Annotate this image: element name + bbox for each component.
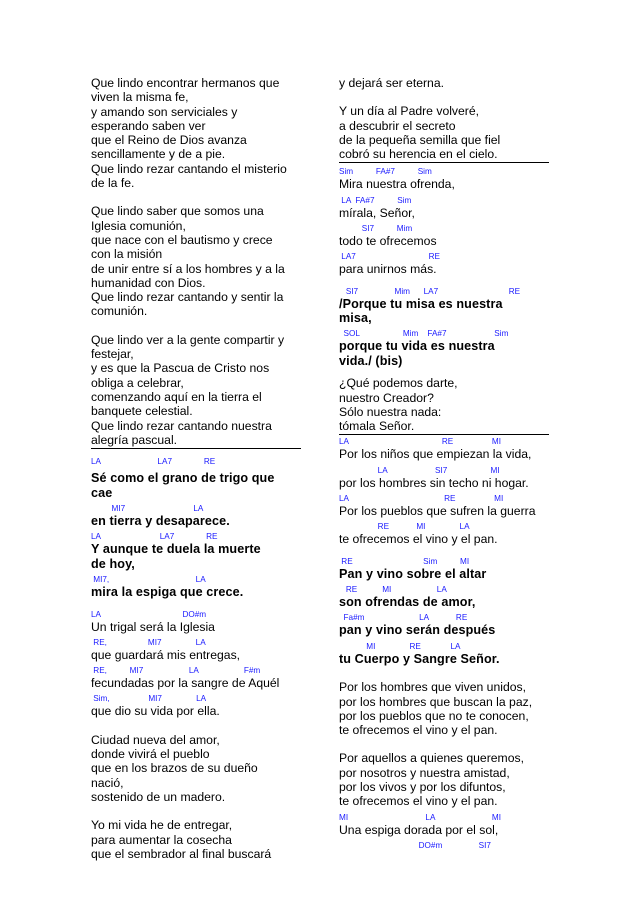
lyric-line: Sólo nuestra nada: (339, 404, 442, 419)
lyric-line: de la pequeña semilla que fiel (339, 132, 501, 147)
lyric-line: todo te ofrecemos (339, 234, 437, 249)
lyric-line: tómala Señor. (339, 419, 415, 434)
left-verse-with-chords (91, 610, 301, 719)
lyric-line: banquete celestial. (91, 404, 193, 419)
right-stanza-1 (339, 76, 549, 90)
chord-line: MI RE LA (339, 641, 461, 651)
chorus-line: Sé como el grano de trigo que (91, 471, 275, 486)
lyric-line: Una espiga dorada por el sol, (339, 822, 499, 837)
left-stanza-4 (91, 733, 301, 804)
chord-line: MI7, LA (91, 575, 206, 585)
lyric-line: a descubrir el secreto (339, 118, 456, 133)
chord-line: LA SI7 MI (339, 465, 500, 475)
left-chorus (91, 457, 301, 599)
lyric-line: nuestro Creador? (339, 390, 434, 405)
left-column (91, 76, 301, 861)
chorus-line: cae (91, 485, 113, 500)
lyric-line: Por los hombres que viven unidos, (339, 680, 526, 695)
lyric-line: esperando saben ver (91, 118, 206, 133)
lyric-line: Que lindo saber que somos una (91, 204, 264, 219)
lyric-line: Que lindo ver a la gente compartir y (91, 332, 285, 347)
chord-line: LA RE MI (339, 494, 504, 504)
lyric-line: fecundadas por la sangre de Aquél (91, 676, 280, 691)
lyric-line: alegría pascual. (91, 432, 178, 447)
lyric-line: ¿Qué podemos darte, (339, 376, 458, 391)
section-divider (339, 162, 549, 163)
lyric-line: por los hombres que buscan la paz, (339, 694, 533, 709)
lyric-line: nació, (91, 775, 124, 790)
chorus-line: de hoy, (91, 556, 135, 571)
lyric-line: por los vivos y por los difuntos, (339, 780, 506, 795)
lyric-line: Que lindo rezar cantando el misterio (91, 161, 287, 176)
lyric-line: comenzando aquí en la tierra el (91, 389, 262, 404)
chord-line: SI7 Mim LA7 RE (339, 286, 521, 296)
lyric-line: y amando son serviciales y (91, 104, 238, 119)
lyric-line: obliga a celebrar, (91, 375, 184, 390)
lyric-line: Por los pueblos que sufren la guerra (339, 504, 536, 519)
right-stanza-4 (339, 680, 549, 737)
right-offertory (339, 167, 549, 276)
chord-line: LA LA7 RE (91, 457, 216, 467)
left-stanza-1 (91, 76, 301, 190)
chorus-line: tu Cuerpo y Sangre Señor. (339, 651, 500, 666)
chord-line: RE, MI7 LA (91, 637, 206, 647)
lyric-line: de unir entre sí a los hombres y a la (91, 261, 285, 276)
lyric-line: Que lindo rezar cantando nuestra (91, 418, 272, 433)
lyric-line: que guardará mis entregas, (91, 647, 241, 662)
lyric-line: festejar, (91, 347, 134, 362)
chord-line: Sim FA#7 Sim (339, 167, 432, 177)
lyric-line: viven la misma fe, (91, 90, 189, 105)
refrain-line: misa, (339, 311, 372, 326)
lyric-line: con la misión (91, 247, 163, 262)
lyric-line: donde vivirá el pueblo (91, 747, 210, 762)
stanza-gap (339, 368, 549, 376)
stanza-gap (339, 737, 549, 751)
chord-line: LA7 RE (339, 252, 441, 262)
chord-line: LA LA7 RE (91, 532, 218, 542)
lyric-line: para aumentar la cosecha (91, 832, 232, 847)
lyric-line: por los pueblos que no te conocen, (339, 708, 529, 723)
left-stanza-5 (91, 818, 301, 861)
right-stanza-5 (339, 751, 549, 808)
lyric-line: que el Reino de Dios avanza (91, 133, 247, 148)
lyric-line: Por los niños que empiezan la vida, (339, 447, 532, 462)
chorus-line: son ofrendas de amor, (339, 595, 476, 610)
lyric-line: para unirnos más. (339, 262, 437, 277)
chorus-line: Y aunque te duela la muerte (91, 542, 261, 557)
stanza-gap (91, 719, 301, 733)
chord-line: RE MI LA (339, 522, 470, 532)
lyric-line: te ofrecemos el vino y el pan. (339, 794, 498, 809)
right-refrain (339, 287, 549, 369)
lyric-line: y es que la Pascua de Cristo nos (91, 361, 270, 376)
chord-line: MI LA MI (339, 812, 501, 822)
left-stanza-2 (91, 204, 301, 318)
right-column (339, 76, 549, 851)
lyric-line: comunión. (91, 304, 148, 319)
lyric-line: Mira nuestra ofrenda, (339, 177, 455, 192)
chorus-line: Pan y vino sobre el altar (339, 566, 487, 581)
lyric-line: Iglesia comunión, (91, 218, 186, 233)
right-chorus (339, 557, 549, 667)
lyric-line: cobró su herencia en el cielo. (339, 147, 498, 162)
lyric-line: Por aquellos a quienes queremos, (339, 751, 524, 766)
lyric-line: de la fe. (91, 176, 135, 191)
stanza-gap (91, 190, 301, 204)
chorus-line: pan y vino serán después (339, 623, 496, 638)
chord-line: Sim, MI7 LA (91, 694, 207, 704)
refrain-line: /Porque tu misa es nuestra (339, 296, 503, 311)
lyric-line: Un trigal será la Iglesia (91, 619, 215, 634)
lyric-line: te ofrecemos el vino y el pan. (339, 723, 498, 738)
lyric-line: Que lindo rezar cantando y sentir la (91, 290, 284, 305)
right-stanza-2 (339, 104, 549, 161)
lyric-line: sencillamente y de a pie. (91, 147, 226, 162)
chord-line: RE MI LA (339, 585, 447, 595)
section-divider (339, 434, 549, 435)
lyric-line: Ciudad nueva del amor, (91, 732, 220, 747)
chord-line: LA DO#m (91, 609, 207, 619)
lyric-line: que el sembrador al final buscará (91, 846, 272, 861)
chord-line: Fa#m LA RE (339, 613, 468, 623)
chord-line: RE Sim MI (339, 556, 470, 566)
chord-line: MI7 LA (91, 503, 204, 513)
chord-line: SI7 Mim (339, 224, 413, 234)
refrain-line: porque tu vida es nuestra (339, 339, 495, 354)
refrain-line: vida./ (bis) (339, 353, 403, 368)
left-stanza-3 (91, 333, 301, 447)
chord-line: SOL Mim FA#7 Sim (339, 329, 509, 339)
stanza-gap (339, 666, 549, 680)
stanza-gap (91, 319, 301, 333)
chord-line: RE, MI7 LA F#m (91, 666, 261, 676)
lyric-line: sostenido de un madero. (91, 789, 226, 804)
lyric-line: por nosotros y nuestra amistad, (339, 765, 510, 780)
lyric-line: que nace con el bautismo y crece (91, 232, 273, 247)
right-final (339, 813, 549, 851)
chorus-line: en tierra y desaparece. (91, 513, 230, 528)
lyric-line: Que lindo encontrar hermanos que (91, 76, 280, 90)
lyric-line: Y un día al Padre volveré, (339, 104, 480, 119)
lyric-line: que dio su vida por ella. (91, 704, 220, 719)
lyric-line: te ofrecemos el vino y el pan. (339, 532, 498, 547)
chord-line: LA FA#7 Sim (339, 195, 412, 205)
right-stanza-3 (339, 376, 549, 433)
lyric-line: mírala, Señor, (339, 205, 415, 220)
lyric-line: y dejará ser eterna. (339, 76, 445, 90)
chord-line: LA RE MI (339, 437, 501, 447)
stanza-gap (339, 90, 549, 104)
stanza-gap (91, 804, 301, 818)
chord-line: DO#m SI7 (339, 840, 491, 850)
lyric-line: que en los brazos de su dueño (91, 761, 258, 776)
lyric-line: Yo mi vida he de entregar, (91, 818, 233, 833)
section-divider (91, 448, 301, 449)
lyric-line: por los hombres sin techo ni hogar. (339, 475, 529, 490)
right-verse-with-chords (339, 437, 549, 546)
chorus-line: mira la espiga que crece. (91, 585, 244, 600)
lyric-line: humanidad con Dios. (91, 275, 206, 290)
